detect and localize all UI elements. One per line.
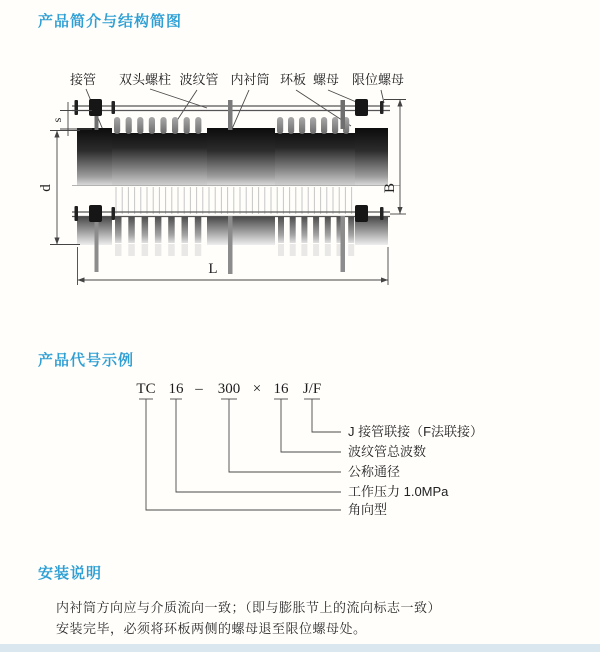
stud-center: [228, 100, 233, 130]
code-segment-connection: J/F: [302, 381, 322, 397]
dim-label-l: L: [208, 261, 218, 277]
page-footer-band: [0, 644, 600, 652]
callout-connection: J 接管联接（F法联接）: [348, 424, 484, 439]
dim-label-d: d: [38, 184, 54, 192]
nut-right-lower: [355, 205, 368, 222]
code-segment-pressure: 16: [168, 381, 184, 397]
installation-notes: [56, 597, 441, 639]
limit-nut-right: [380, 101, 384, 114]
callout-wave-count: 波纹管总波数: [348, 444, 427, 459]
nut-left: [89, 99, 102, 116]
installation-line-2: 安装完毕，必须将环板两侧的螺母退至限位螺母处。: [56, 621, 367, 636]
code-segment-waves: 16: [273, 381, 289, 397]
code-segment-type: TC: [136, 381, 156, 397]
code-segment-dash: –: [195, 381, 203, 397]
washer-left-outer-lower: [75, 206, 79, 221]
inner-convolution-lines: [116, 187, 352, 214]
washer-left-inner-lower: [112, 207, 116, 220]
part-label-inner-liner: 内衬筒: [230, 72, 270, 87]
left-pipe-end: [77, 128, 112, 185]
installation-line-1: 内衬筒方向应与介质流向一致；（即与膨胀节上的流向标志一致）: [56, 600, 442, 615]
dim-label-s: s: [50, 117, 64, 123]
code-segments: [136, 381, 321, 397]
product-code-diagram: [0, 375, 600, 525]
callout-nominal-diameter: 公称通径: [348, 464, 401, 479]
part-label-bellows: 波纹管: [179, 72, 219, 87]
nut-right: [355, 99, 368, 116]
right-pipe-end: [355, 128, 388, 185]
stud-right-lower: [341, 216, 346, 272]
part-label-nut: 螺母: [312, 72, 340, 87]
dim-label-b: B: [382, 182, 398, 194]
part-label-limit-nut: 限位螺母: [351, 72, 405, 87]
nut-left-lower: [89, 205, 102, 222]
code-segment-times: ×: [252, 381, 262, 397]
part-label-pipe-end: 接管: [69, 72, 97, 87]
code-segment-diameter: 300: [217, 381, 241, 397]
stud-right: [341, 100, 346, 129]
inner-liner-band-lower: [207, 217, 275, 245]
part-label-stud: 双头螺柱: [118, 72, 172, 87]
part-label-ring-plate: 环板: [279, 72, 307, 87]
washer-left-outer: [75, 100, 79, 115]
dimension-d: [38, 131, 80, 245]
limit-nut-right-lower: [380, 207, 384, 220]
section-title-install: 安装说明: [38, 565, 103, 582]
section-title-intro: 产品简介与结构简图: [38, 13, 183, 30]
washer-left-inner: [112, 101, 116, 114]
expansion-joint-diagram: [28, 60, 472, 295]
code-callout-labels: [348, 424, 483, 517]
callout-working-pressure: 工作压力 1.0MPa: [348, 484, 449, 499]
callout-angular-type: 角向型: [348, 502, 388, 517]
stud-center-lower: [228, 216, 233, 274]
section-title-code: 产品代号示例: [38, 352, 135, 369]
part-labels: [70, 72, 404, 87]
inner-liner-band: [207, 128, 275, 185]
stud-left-lower: [95, 216, 99, 272]
code-callout-lines: [139, 399, 341, 510]
